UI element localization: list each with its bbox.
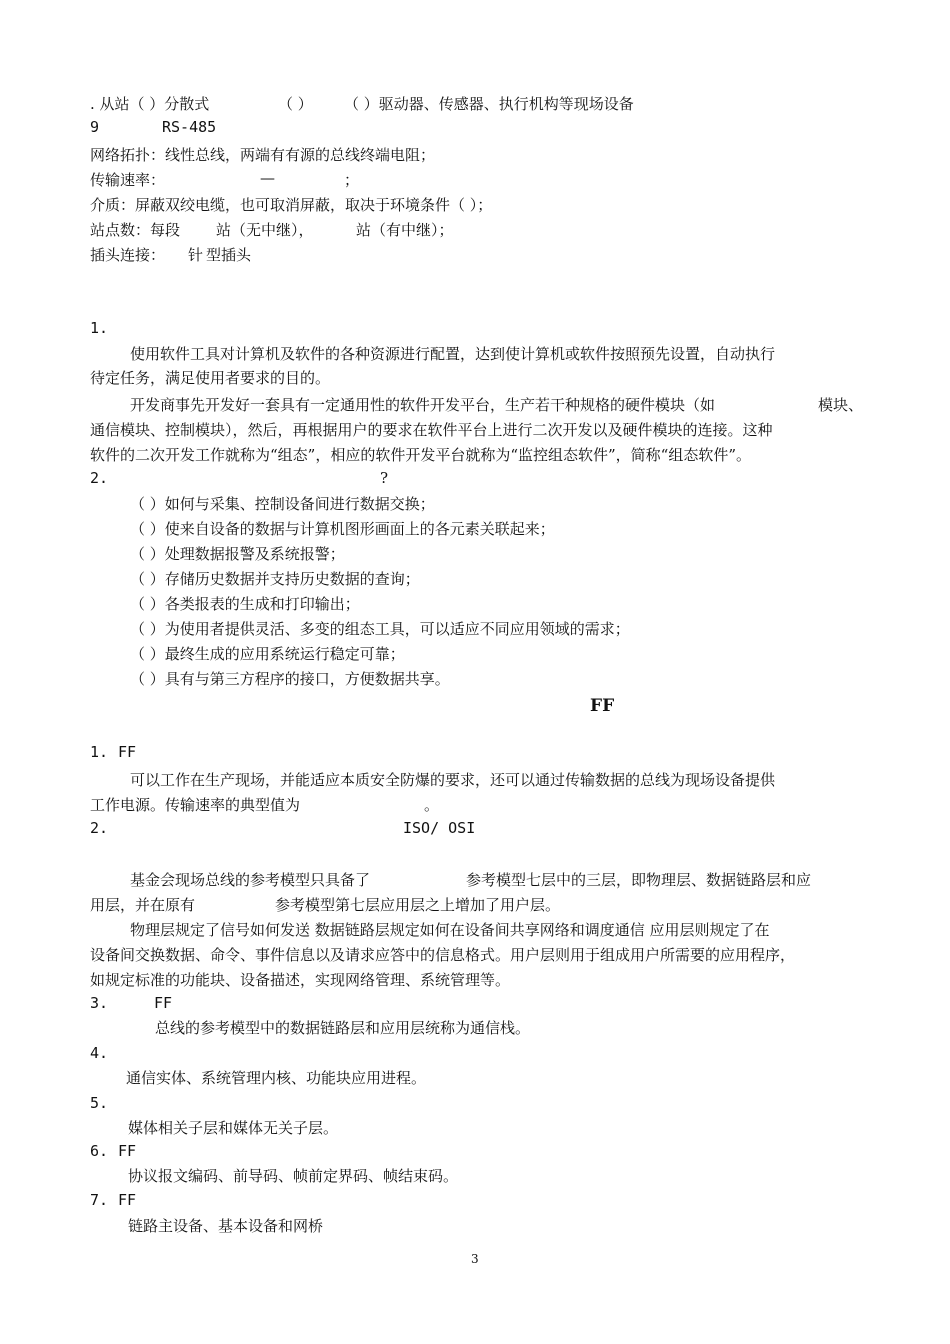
s2-question-6: 6. bbox=[90, 1142, 109, 1160]
s2-question-3-ff: FF bbox=[154, 994, 173, 1012]
s2-answer-6: 协议报文编码、前导码、帧前定界码、帧结束码。 bbox=[128, 1167, 459, 1185]
s2-heading-ff: FF bbox=[590, 696, 615, 716]
s1-question-2-mark: ? bbox=[380, 469, 389, 487]
s2-answer-4: 通信实体、系统管理内核、功能块应用进程。 bbox=[126, 1069, 427, 1087]
s1-list-item: （ ）处理数据报警及系统报警； bbox=[130, 545, 345, 563]
s1-list-item: （ ）各类报表的生成和打印输出； bbox=[130, 595, 360, 613]
s2-para1-line2: 工作电源。传输速率的典型值为 bbox=[90, 796, 301, 814]
s1-list-item: （ ）为使用者提供灵活、多变的组态工具，可以适应不同应用领域的需求； bbox=[130, 620, 630, 638]
slave-line bbox=[90, 94, 209, 114]
s2-para3-line2: 设备间交换数据、命令、事件信息以及请求应答中的信息格式。用户层则用于组成用户所需要的应用程序， bbox=[90, 946, 796, 964]
s2-question-5: 5. bbox=[90, 1094, 109, 1112]
s1-question-1: 1. bbox=[90, 319, 109, 337]
rs485-label: RS-485 bbox=[162, 118, 217, 136]
s1-para1-line2: 待定任务，满足使用者要求的目的。 bbox=[90, 369, 331, 387]
rate-label: 传输速率： bbox=[90, 171, 166, 189]
rate-dash: — bbox=[260, 169, 275, 187]
s2-para3-line3: 如规定标准的功能块、设备描述，实现网络管理、系统管理等。 bbox=[90, 971, 511, 989]
page-number: 3 bbox=[471, 1252, 479, 1266]
rate-semicolon: ； bbox=[344, 171, 360, 189]
stations-repeater: 站（有中继）； bbox=[356, 221, 454, 239]
s2-para1-line1: 可以工作在生产现场，并能适应本质安全防爆的要求，还可以通过传输数据的总线为现场设备提供 bbox=[130, 771, 776, 789]
s2-question-2: 2. bbox=[90, 819, 109, 837]
s2-answer-3: 总线的参考模型中的数据链路层和应用层统称为通信栈。 bbox=[155, 1019, 531, 1037]
s1-list-item: （ ）最终生成的应用系统运行稳定可靠； bbox=[130, 645, 405, 663]
s1-para2-line2: 通信模块、控制模块），然后，再根据用户的要求在软件平台上进行二次开发以及硬件模块的连接。这种 bbox=[90, 421, 773, 439]
s1-para2-line1: 开发商事先开发好一套具有一定通用性的软件开发平台，生产若干种规格的硬件模块（如 bbox=[130, 396, 716, 414]
stations-no-repeater: 站（无中继）， bbox=[216, 221, 314, 239]
stations-label: 站点数：每段 bbox=[90, 221, 181, 239]
s2-question-7-ff: FF bbox=[118, 1191, 137, 1209]
s2-para2-line2: 用层，并在原有 bbox=[90, 896, 196, 914]
s1-para2-line3: 软件的二次开发工作就称为“组态”，相应的软件开发平台就称为“监控组态软件”，简称“组态软件”。 bbox=[90, 446, 752, 464]
connector-label: 插头连接： bbox=[90, 246, 166, 264]
s2-question-6-ff: FF bbox=[118, 1142, 137, 1160]
s2-para1-end: 。 bbox=[424, 796, 440, 814]
s2-question-2-iso: ISO/ OSI bbox=[403, 819, 476, 837]
s2-question-1: 1. bbox=[90, 743, 109, 761]
s2-question-3: 3. bbox=[90, 994, 109, 1012]
slave-devices: （ ）驱动器、传感器、执行机构等现场设备 bbox=[344, 95, 634, 113]
slave-paren: （ ） bbox=[278, 95, 313, 113]
topology-line: 网络拓扑：线性总线，两端有有源的总线终端电阻； bbox=[90, 146, 436, 164]
s2-para2-line1: 基金会现场总线的参考模型只具备了 bbox=[130, 871, 371, 889]
s2-answer-5: 媒体相关子层和媒体无关子层。 bbox=[128, 1119, 339, 1137]
s2-para2-line1-end: 参考模型七层中的三层，即物理层、数据链路层和应 bbox=[466, 871, 812, 889]
s1-para1-line1: 使用软件工具对计算机及软件的各种资源进行配置，达到使计算机或软件按照预先设置，自动执行 bbox=[130, 345, 776, 363]
s1-list-item: （ ）使来自设备的数据与计算机图形画面上的各元素关联起来； bbox=[130, 520, 555, 538]
s1-para2-line1-end: 模块、 bbox=[818, 396, 864, 414]
slave-text: . 从站（ ）分散式 bbox=[90, 95, 210, 113]
item-number-9: 9 bbox=[90, 118, 100, 136]
connector-type: 型插头 bbox=[206, 246, 252, 264]
s2-answer-7: 链路主设备、基本设备和网桥 bbox=[128, 1217, 324, 1235]
medium-line: 介质：屏蔽双绞电缆，也可取消屏蔽，取决于环境条件（ ）； bbox=[90, 196, 493, 214]
s2-question-7: 7. bbox=[90, 1191, 109, 1209]
s1-list-item: （ ）如何与采集、控制设备间进行数据交换； bbox=[130, 495, 435, 513]
s2-para3-line1: 物理层规定了信号如何发送 数据链路层规定如何在设备间共享网络和调度通信 应用层则规定了在 bbox=[130, 921, 770, 939]
s2-question-1-ff: FF bbox=[118, 743, 137, 761]
s2-question-4: 4. bbox=[90, 1044, 109, 1062]
s1-list-item: （ ）存储历史数据并支持历史数据的查询； bbox=[130, 570, 420, 588]
s1-list-item: （ ）具有与第三方程序的接口，方便数据共享。 bbox=[130, 670, 450, 688]
s2-para2-line2-end: 参考模型第七层应用层之上增加了用户层。 bbox=[275, 896, 561, 914]
connector-pin: 针 bbox=[188, 246, 204, 264]
s1-question-2: 2. bbox=[90, 469, 109, 487]
